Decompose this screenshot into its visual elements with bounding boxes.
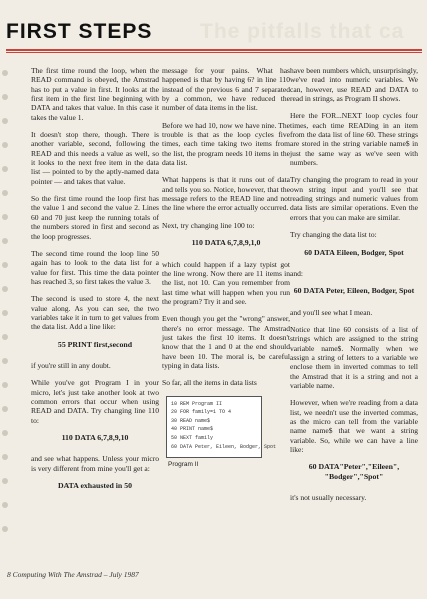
program-line: 10 REM Program II	[171, 400, 223, 407]
paragraph: Here the FOR...NEXT loop cycles four times, each time READing in an item from the data list of line 60. These strings are stored in the string variable name$ in just the same way as we've seen with numbers.	[290, 111, 418, 168]
binding-hole	[2, 502, 8, 508]
binding-hole	[2, 382, 8, 388]
page-header	[0, 0, 427, 58]
code-line: 60 DATA"Peter","Eileen", "Bodger","Spot"	[308, 462, 400, 481]
binding-hole	[2, 406, 8, 412]
paragraph: Try changing the data list to:	[290, 230, 377, 240]
paragraph: However, when we're reading from a data list, we needn't use the inverted commas, as the micro can tell from the variable name name$ that we want a string variable. So, while we can have a line like:	[290, 398, 418, 454]
binding-hole	[2, 286, 8, 292]
paragraph: It doesn't stop there, though. There is another variable, second, following the READ and this needs a value as well, so it looks to the next free item in the data list — pointed to by the aptly-named data pointer — and takes that value.	[31, 130, 159, 186]
header-rule-thin	[6, 52, 422, 53]
column-2	[162, 66, 290, 477]
binding-hole	[2, 214, 8, 220]
code-line: DATA exhausted in 50	[57, 481, 132, 491]
binding-hole	[2, 190, 8, 196]
binding-hole	[2, 142, 8, 148]
binding-hole	[2, 430, 8, 436]
paragraph: So the first time round the loop first has the value 1 and second the value 2. Lines 60 and 70 just keep the running totals of the numbers stored in first and second as the loop progresses.	[31, 194, 159, 241]
code-line: 110 DATA 6,7,8,9,10	[61, 433, 129, 442]
binding-holes	[0, 70, 10, 550]
binding-hole	[2, 334, 8, 340]
binding-hole	[2, 70, 8, 76]
paragraph: So far, all the items in data lists	[162, 378, 257, 388]
paragraph: and:	[290, 268, 303, 278]
header-watermark: The pitfalls that ca	[200, 20, 405, 43]
paragraph: The second time round the loop line 50 again has to look to the data list for a value for first. This time the data pointer has reached 3, so first takes the value 3.	[31, 248, 159, 286]
binding-hole	[2, 526, 8, 532]
paragraph: Try changing the program to read in your own string input and you'll see that reading strings and numeric values from data lists are similar operations. Even the errors that you can make are similar.	[290, 175, 418, 222]
paragraph: and you'll see what I mean.	[290, 307, 373, 317]
program-line: 40 PRINT name$	[171, 426, 214, 433]
binding-hole	[2, 478, 8, 484]
column-1	[31, 66, 159, 502]
paragraph: Next, try changing line 100 to:	[162, 220, 255, 230]
paragraph: Before we had 10, now we have nine. The trouble is that as the loop cycles five times, each time taking two items from the list, the program needs 10 items in the data list.	[162, 120, 290, 168]
code-line: 60 DATA Peter, Eileen, Bodger, Spot	[293, 286, 415, 296]
program-line: 20 FOR family=1 TO 4	[171, 409, 232, 416]
paragraph: it's not usually necessary.	[290, 493, 367, 503]
binding-hole	[2, 454, 8, 460]
binding-hole	[2, 94, 8, 100]
code-line: 110 DATA 6,7,8,9,1,0	[191, 238, 261, 248]
paragraph: message for your pains. What has happened is that by having 6? in line 110 instead of the previous 6 and 7 separated by a common, we have reduced the number of data items in the list.	[162, 66, 290, 113]
paragraph: What happens is that it runs out of data and tells you so. Notice, however, that the message refers to the READ line and not the line where the error actually occurred.	[162, 175, 290, 213]
paragraph: have been numbers which, unsurprisingly, we've read into numeric variables. We can, however, use READ and DATA to read in strings, as Program II shows.	[290, 66, 418, 104]
page-footer: 8 Computing With The Amstrad – July 1987	[7, 570, 139, 579]
header-rule	[6, 49, 422, 51]
program-listing	[166, 396, 277, 458]
program-line: 30 READ name$	[171, 417, 211, 424]
code-line: 55 PRINT first,second	[57, 339, 133, 349]
section-title: FIRST STEPS	[6, 20, 153, 43]
paragraph: and see what happens. Unless your micro is very different from mine you'll get a:	[31, 454, 159, 473]
program-line: 60 DATA Peter, Eileen, Bodger, Spot	[171, 443, 277, 450]
paragraph: Notice that line 60 consists of a list of strings which are assigned to the string variable name$. Normally when we assign a string of letters to a variable we enclose them in inverted commas to tell the Amstrad that it is a string and not a variable name.	[290, 324, 418, 390]
column-3	[290, 66, 418, 510]
binding-hole	[2, 310, 8, 316]
binding-hole	[2, 262, 8, 268]
paragraph: The second is used to store 4, the next value along. As you can see, the two variables take it in turn to get values from the data list. Add a line like:	[31, 294, 159, 332]
binding-hole	[2, 238, 8, 244]
paragraph: Even though you get the "wrong" answer, there's no error message. The Amstrad just takes the first 10 items. It doesn't know that the 1 and 0 at the end should have been 10. The moral is, be careful typing in data lists.	[162, 314, 290, 370]
program-line: 50 NEXT family	[171, 435, 214, 441]
paragraph: which could happen if a lazy typist got the line wrong. Now there are 11 items in the list, not 10. Can you remember from last time what will happen when you run the program? Try it and see.	[162, 259, 290, 306]
paragraph: if you're still in any doubt.	[31, 360, 111, 370]
program-caption: Program II	[168, 460, 199, 468]
binding-hole	[2, 166, 8, 172]
binding-hole	[2, 358, 8, 364]
binding-hole	[2, 118, 8, 124]
code-line: 60 DATA Eileen, Bodger, Spot	[304, 247, 404, 257]
paragraph: The first time round the loop, when the READ command is obeyed, the Amstrad has to put a value in first. It looks at the first item in the first line beginning with DATA and takes that value. In this case it takes the value 1.	[31, 66, 159, 122]
paragraph: While you've got Program I in your micro, let's just take another look at two common errors that occur when using READ and DATA. Try changing line 110 to:	[31, 378, 159, 425]
